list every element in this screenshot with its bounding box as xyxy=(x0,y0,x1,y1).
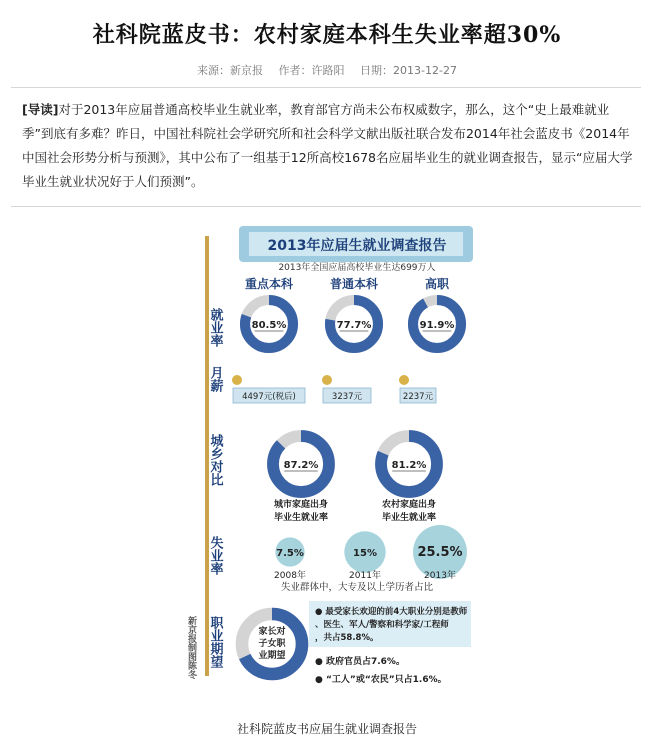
salary-coin-icon-1 xyxy=(322,375,332,385)
employment-category-2: 高职 xyxy=(424,277,450,291)
urban-rural-caption-a-0: 城市家庭出身 xyxy=(273,500,329,510)
infographic-svg xyxy=(177,216,477,714)
unemployment-label-2: 25.5% xyxy=(417,545,463,560)
author-label: 作者：许路阳 xyxy=(278,64,345,77)
infographic xyxy=(177,216,477,714)
side-label-employment: 就业率 xyxy=(207,308,223,347)
salary-coin-icon-2 xyxy=(399,375,409,385)
lead-tag: [导读] xyxy=(22,102,59,117)
salary-coin-icon-0 xyxy=(232,375,242,385)
expectation-item-0-line-0: ● 最受家长欢迎的前4大职业分别是教师 xyxy=(315,607,468,617)
unemployment-year-2: 2013年 xyxy=(424,571,456,581)
urban-rural-caption-b-0: 毕业生就业率 xyxy=(273,513,329,523)
employment-donut-0-label: 80.5% xyxy=(251,320,287,331)
divider-bottom xyxy=(11,206,641,207)
side-label-unemployment: 失业率 xyxy=(207,536,223,575)
expectation-center-label-0: 家长对 xyxy=(258,627,286,637)
unemployment-year-0: 2008年 xyxy=(274,571,306,581)
article-meta xyxy=(0,62,654,78)
credit-label: 新京报制图陈冬 xyxy=(186,616,196,679)
chart-title: 2013年应届生就业调查报告 xyxy=(267,238,447,254)
salary-label-0: 4497元(税后) xyxy=(242,392,296,402)
article-title: 社科院蓝皮书：农村家庭本科生失业率超30% xyxy=(92,22,562,48)
expectation-item-2: ● “工人”或“农民”只占1.6%。 xyxy=(315,675,447,685)
source-label: 来源：新京报 xyxy=(197,64,264,77)
salary-label-2: 2237元 xyxy=(402,392,434,402)
urban-rural-caption-b-1: 毕业生就业率 xyxy=(381,513,437,523)
date-label: 日期：2013-12-27 xyxy=(360,64,457,77)
urban-rural-donut-1-label: 81.2% xyxy=(391,460,427,471)
side-label-expectation: 职业期望 xyxy=(207,616,223,668)
employment-category-0: 重点本科 xyxy=(244,277,294,291)
lead-text: 对于2013年应届普通高校毕业生就业率，教育部官方尚未公布权威数字，那么，这个“史上最难就业季”到底有多难？昨日，中国社科院社会学研究所和社会科学文献出版社联合发布2014年社会蓝皮书《2014年中国社会形势分析与预测》，其中公布了一组基于12所高校1678名应届毕业生的就业调查报告，显示“应届大学毕业生就业状况好于人们预测”。 xyxy=(22,102,633,189)
employment-donut-2-label: 91.9% xyxy=(419,320,455,331)
unemployment-note: 失业群体中，大专及以上学历者占比 xyxy=(280,582,434,593)
side-label-urban-rural: 城乡对比 xyxy=(207,434,223,486)
expectation-item-1: ● 政府官员占7.6%。 xyxy=(315,657,405,667)
expectation-item-0-line-2: ，共占58.8%。 xyxy=(315,633,379,643)
urban-rural-donut-0-label: 87.2% xyxy=(283,460,319,471)
article-lead xyxy=(22,98,634,194)
chart-subtitle: 2013年全国应届高校毕业生达699万人 xyxy=(278,263,436,273)
divider-top xyxy=(11,87,641,88)
employment-category-1: 普通本科 xyxy=(329,277,379,291)
chart-marks xyxy=(232,276,471,685)
expectation-center-label-1: 子女职 xyxy=(258,639,286,649)
salary-label-1: 3237元 xyxy=(331,392,363,402)
unemployment-year-1: 2011年 xyxy=(349,571,381,581)
unemployment-label-0: 7.5% xyxy=(276,548,304,559)
expectation-center-label-2: 业期望 xyxy=(258,651,286,661)
side-label-salary: 月薪 xyxy=(207,366,223,392)
urban-rural-caption-a-1: 农村家庭出身 xyxy=(381,500,437,510)
unemployment-label-1: 15% xyxy=(353,548,377,559)
expectation-item-0-line-1: 、医生、军人/警察和科学家/工程师 xyxy=(315,620,449,630)
employment-donut-1-label: 77.7% xyxy=(336,320,372,331)
figure-caption: 社科院蓝皮书应届生就业调查报告 xyxy=(236,722,417,736)
